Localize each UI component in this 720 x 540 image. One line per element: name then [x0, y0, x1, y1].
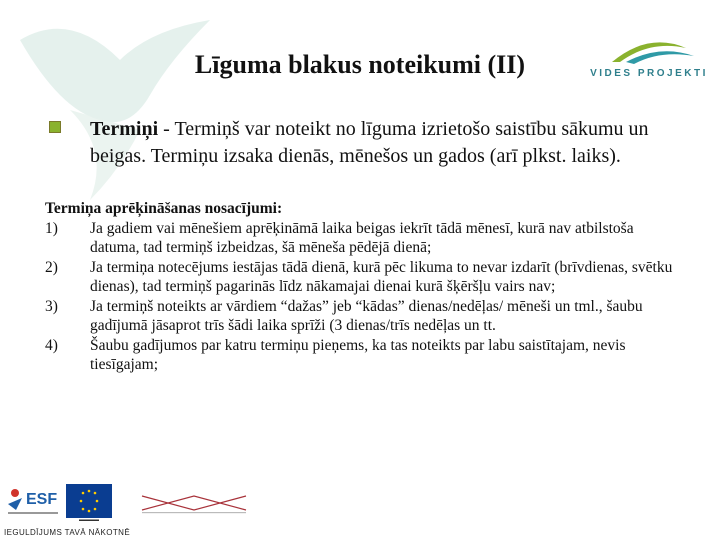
footer-slogan: IEGULDĪJUMS TAVĀ NĀKOTNĒ	[4, 528, 131, 537]
logo-text: VIDES PROJEKTI	[590, 68, 708, 79]
rule-number: 3)	[45, 297, 58, 315]
rule-text: Šaubu gadījumos par katru termiņu pieņems, ka tas noteikts par labu saistītajam, nevis tiesīgajam;	[90, 336, 626, 373]
rule-item	[45, 258, 685, 297]
esf-label: ESF	[26, 491, 58, 508]
page-title: Līguma blakus noteikumi (II)	[194, 50, 526, 79]
term-label: Termiņi	[90, 118, 159, 140]
rules-section	[45, 199, 685, 375]
square-bullet-icon	[49, 121, 61, 133]
rule-text: Ja termiņš noteikts ar vārdiem “dažas” jeb “kādas” dienas/nedēļas/ mēneši un tml., šaubu gadījumā jāsaprot trīs šādi laika sprīži (3 dienas/trīs nedēļas un tt.	[90, 297, 643, 334]
esf-logo	[6, 484, 60, 518]
rule-number: 1)	[45, 219, 58, 237]
lv-emblem-logo	[138, 490, 250, 516]
rule-item	[45, 219, 685, 258]
term-paragraph	[90, 116, 690, 170]
rule-item	[45, 297, 685, 336]
rule-number: 2)	[45, 258, 58, 276]
rule-item	[45, 336, 685, 375]
rule-text: Ja termiņa notecējums iestājas tādā dienā, kurā pēc likuma to nevar izdarīt (brīvdienas, svētku dienas), tad termiņš pagarinās līdz nākamajai dienai kurā šķēršļu vairs nav;	[90, 258, 673, 295]
rule-number: 4)	[45, 336, 58, 354]
eu-caption-line: ▬▬▬▬	[79, 517, 99, 523]
rule-text: Ja gadiem vai mēnešiem aprēķināmā laika beigas iekrīt tādā mēnesī, kurā nav atbilstoša datuma, tad termiņš izbeidzas, šā mēneša pēdējā dienā;	[90, 219, 634, 256]
rules-heading: Termiņa aprēķināšanas nosacījumi:	[45, 200, 283, 217]
eu-flag-icon	[66, 484, 112, 518]
term-text: - Termiņš var noteikt no līguma izrietošo saistību sākumu un beigas. Termiņu izsaka dienās, mēnešos un gados (arī plkst. laiks).	[90, 118, 649, 167]
